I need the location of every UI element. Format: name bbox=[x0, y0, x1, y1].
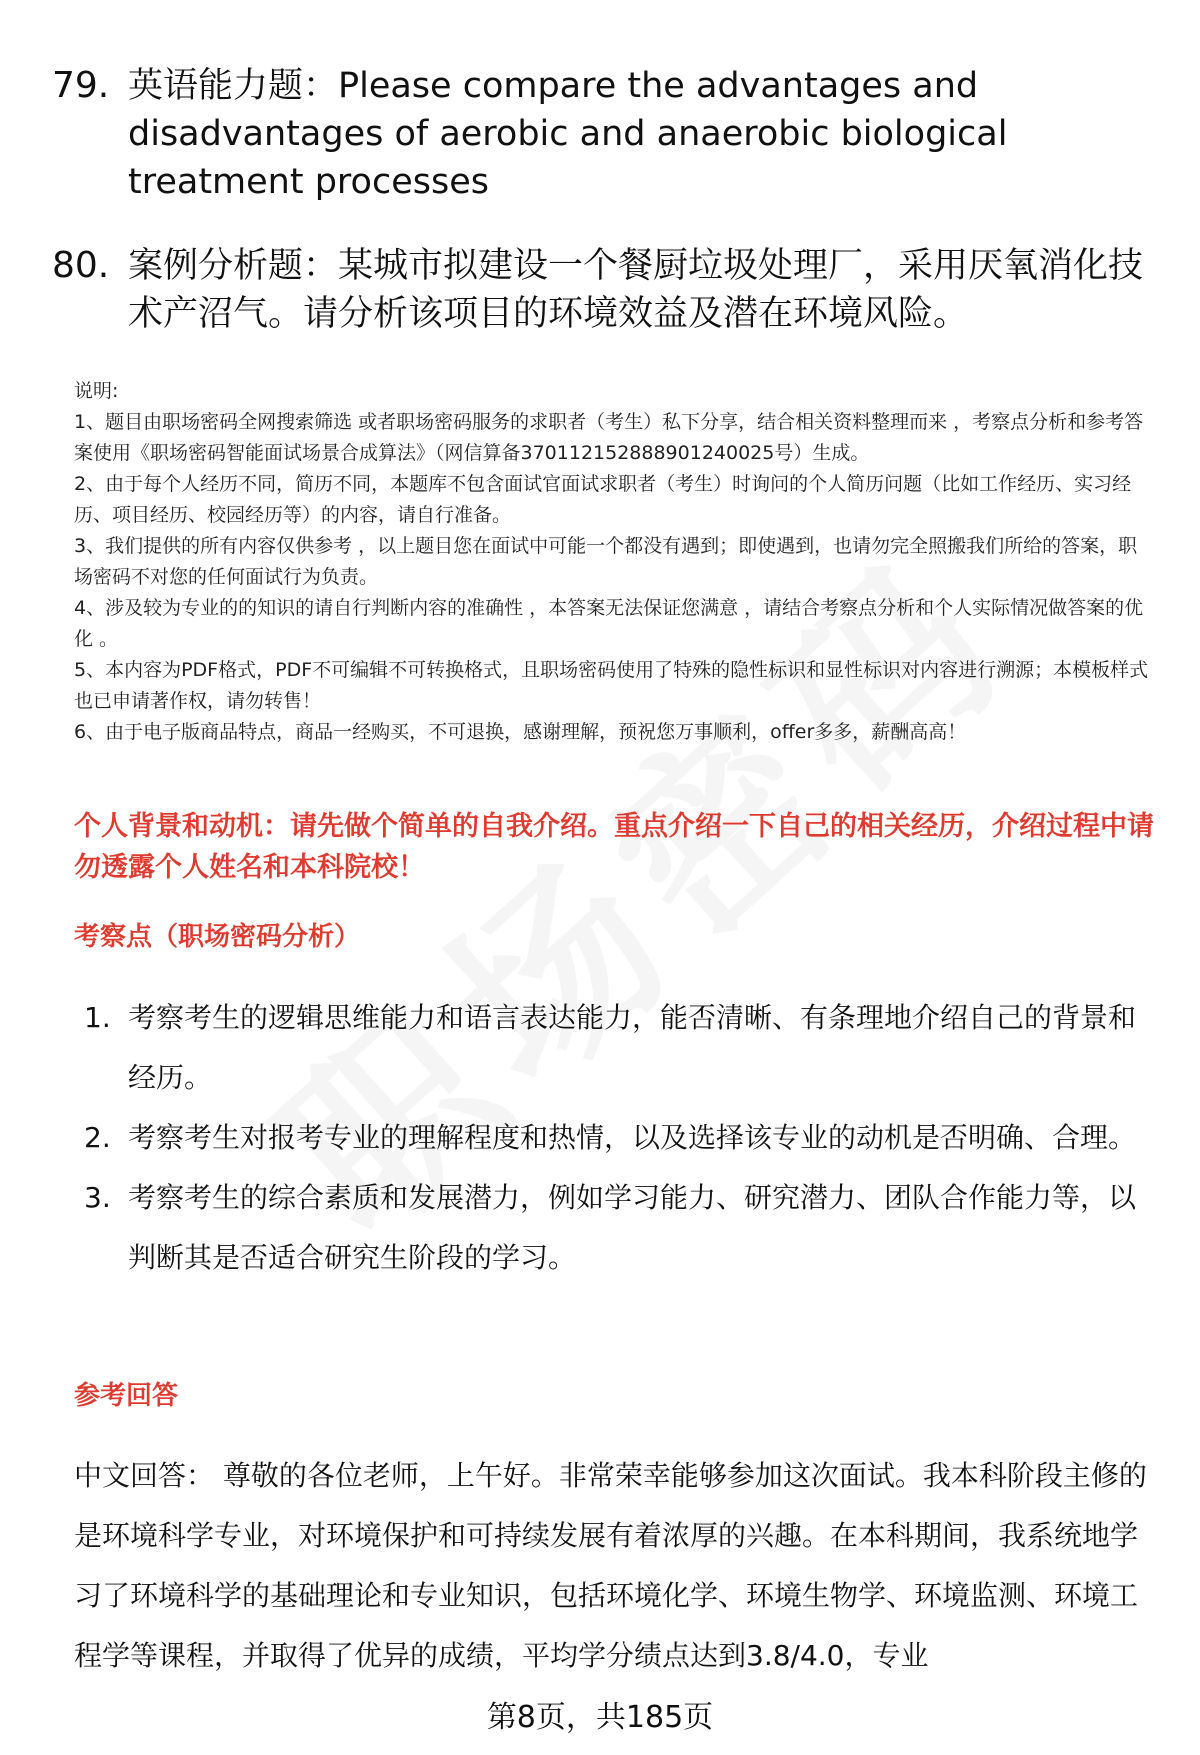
note-item: 4、涉及较为专业的的知识的请自行判断内容的准确性 ，本答案无法保证您满意 ，请结合考察点分析和个人实际情况做答案的优化 。 bbox=[74, 597, 1144, 650]
note-item: 6、由于电子版商品特点，商品一经购买，不可退换，感谢理解，预祝您万事顺利，offer多多，薪酬高高！ bbox=[74, 721, 967, 743]
question-80 bbox=[52, 242, 1152, 338]
focus-item bbox=[84, 1108, 1154, 1168]
background-question: 个人背景和动机：请先做个简单的自我介绍。重点介绍一下自己的相关经历，介绍过程中请勿透露个人姓名和本科院校！ bbox=[74, 811, 1154, 883]
note-item: 5、本内容为PDF格式，PDF不可编辑不可转换格式，且职场密码使用了特殊的隐性标识和显性标识对内容进行溯源；本模板样式也已申请著作权，请勿转售！ bbox=[74, 659, 1149, 712]
question-number: 80. bbox=[52, 245, 110, 286]
question-number: 79. bbox=[52, 65, 110, 106]
focus-item-number: 2. bbox=[84, 1121, 111, 1154]
focus-item bbox=[84, 988, 1154, 1108]
notes-section bbox=[74, 376, 1154, 748]
focus-item-text: 考察考生的综合素质和发展潜力，例如学习能力、研究潜力、团队合作能力等，以判断其是否适合研究生阶段的学习。 bbox=[128, 1181, 1137, 1274]
answer-text: 中文回答： 尊敬的各位老师，上午好。非常荣幸能够参加这次面试。我本科阶段主修的是环境科学专业，对环境保护和可持续发展有着浓厚的兴趣。在本科期间，我系统地学习了环境科学的基础理论和专业知识，包括环境化学、环境生物学、环境监测、环境工程学等课程，并取得了优异的成绩，平均学分绩点达到3.8/4.0，专业 bbox=[74, 1459, 1147, 1672]
note-item: 3、我们提供的所有内容仅供参考 ，以上题目您在面试中可能一个都没有遇到；即使遇到，也请勿完全照搬我们所给的答案，职场密码不对您的任何面试行为负责。 bbox=[74, 535, 1138, 588]
focus-item-text: 考察考生的逻辑思维能力和语言表达能力，能否清晰、有条理地介绍自己的背景和经历。 bbox=[128, 1001, 1137, 1094]
focus-item-number: 3. bbox=[84, 1181, 111, 1214]
focus-list bbox=[84, 988, 1154, 1288]
notes-heading: 说明: bbox=[74, 380, 119, 402]
focus-item bbox=[84, 1168, 1154, 1288]
page-footer: 第8页，共185页 bbox=[486, 1700, 714, 1735]
note-item: 2、由于每个人经历不同，简历不同，本题库不包含面试官面试求职者（考生）时询问的个人简历问题（比如工作经历、实习经历、项目经历、校园经历等）的内容，请自行准备。 bbox=[74, 473, 1132, 526]
focus-item-number: 1. bbox=[84, 1001, 111, 1034]
focus-item-text: 考察考生对报考专业的理解程度和热情，以及选择该专业的动机是否明确、合理。 bbox=[128, 1121, 1137, 1154]
note-item: 1、题目由职场密码全网搜索筛选 或者职场密码服务的求职者（考生）私下分享，结合相关资料整理而来 ，考察点分析和参考答案使用《职场密码智能面试场景合成算法》（网信算备370112152888901240025号）生成。 bbox=[74, 411, 1144, 464]
question-79 bbox=[52, 62, 1152, 206]
question-text: 案例分析题：某城市拟建设一个餐厨垃圾处理厂，采用厌氧消化技术产沼气。请分析该项目的环境效益及潜在环境风险。 bbox=[128, 246, 1144, 334]
answer-title: 参考回答 bbox=[74, 1381, 179, 1411]
question-text: 英语能力题：Please compare the advantages and disadvantages of aerobic and anaerobic biological treatment processes bbox=[128, 66, 1008, 202]
focus-title: 考察点（职场密码分析） bbox=[74, 922, 361, 952]
